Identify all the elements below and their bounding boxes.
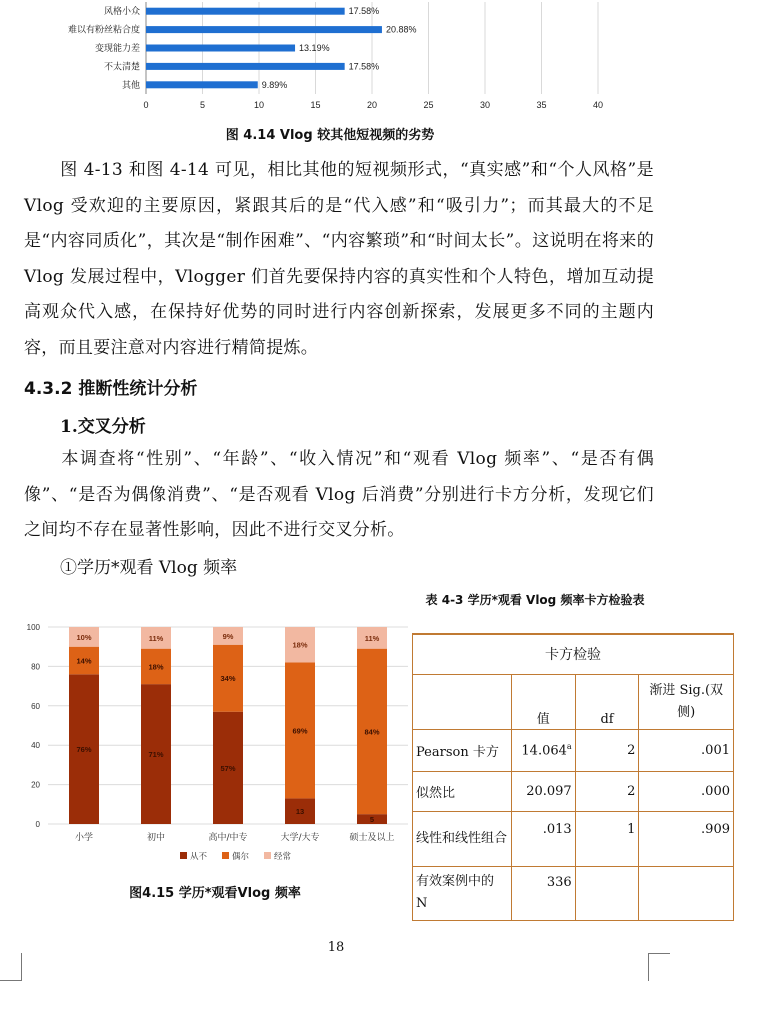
x-tick-label: 25 [423,100,434,110]
bar-value-label: 20.88% [385,24,417,35]
top-chart-caption: 图 4.14 Vlog 较其他短视频的劣势 [225,128,435,143]
y-tick-label: 20 [31,780,40,790]
category-label: 不太清楚 [103,62,140,73]
x-tick-label: 35 [536,100,547,110]
bar [146,45,295,52]
row-value: 14.064$^a$ [511,729,575,771]
data-label: 71% [148,750,164,760]
legend-swatch [180,852,187,859]
data-label: 11% [364,633,380,643]
row-value: .013 [511,811,575,866]
x-tick-label: 大学/大专 [280,833,320,843]
category-label: 变现能力差 [94,44,140,54]
data-label: 9% [222,631,234,641]
legend-swatch [264,852,271,859]
x-tick-label: 10 [253,100,265,110]
x-tick-label: 20 [366,100,378,110]
data-label: 34% [220,674,236,684]
bar [146,8,345,15]
y-tick-label: 0 [35,820,40,829]
chi-square-table [412,633,734,921]
data-label: 10% [76,632,92,642]
data-label: 57% [220,763,236,773]
data-label: 18% [148,662,164,672]
category-label: 风格小众 [103,7,140,18]
table-row [413,729,734,771]
legend-swatch [222,852,229,859]
legend-label: 偶尔 [232,852,250,862]
table-title: 表 4-3 学历*观看 Vlog 频率卡方检验表 [425,593,645,607]
top-bar-chart [0,0,640,118]
table-heading: 卡方检验 [413,634,734,674]
row-label: 线性和线性组合 [413,811,512,866]
data-label: 14% [76,656,92,666]
row-df: 1 [575,811,639,866]
data-label: 11% [148,633,164,643]
row-label: 似然比 [413,771,512,811]
row-label: 有效案例中的 N [413,866,512,920]
corner-mark-left [0,953,22,981]
x-tick-label: 15 [310,100,321,110]
row-value: 336 [511,866,575,920]
data-label: 76% [76,745,92,755]
bar [146,81,258,88]
y-tick-label: 40 [31,741,40,751]
row-df [575,866,639,920]
row-label: Pearson 卡方 [413,729,512,771]
legend-label: 经常 [274,852,292,862]
x-tick-label: 40 [592,100,604,110]
table-row [413,811,734,866]
y-tick-label: 100 [26,623,40,632]
data-label: 84% [364,727,380,737]
x-tick-label: 小学 [74,833,94,843]
stacked-bar-chart [20,617,410,873]
page-number: 18 [327,940,345,955]
row-sig: .909 [639,811,734,866]
category-label: 其他 [121,80,140,91]
legend-label: 从不 [190,852,208,862]
bar-value-label: 13.19% [299,43,330,53]
category-label: 难以有粉丝粘合度 [67,25,140,36]
x-tick-label: 0 [143,100,149,110]
section-heading: 4.3.2 推断性统计分析 [24,379,198,399]
bar-value-label: 17.58% [348,6,380,17]
body-paragraph-1: 图 4-13 和图 4-14 可见，相比其他的短视频形式，“真实感”和“个人风格”是 Vlog 受欢迎的主要原因，紧跟其后的是“代入感”和“吸引力”；而其最大的不足是“内容同质化”，其次是“制作困难”、“内容繁琐”和“时间太长”。这说明在将来的 Vlog 发展过程中，Vlogger 们首先要保持内容的真实性和个人特色，增加互动提高观众代入感，在保持好优势的同时进行内容创新探索，发展更多不同的主题内容，而且要注意对内容进行精简提炼。 [24,160,654,358]
bar [146,63,345,70]
y-tick-label: 80 [31,662,40,672]
x-tick-label: 硕士及以上 [349,833,395,843]
table-header-sig: 渐进 Sig.(双侧) [639,674,734,729]
x-tick-label: 高中/中专 [208,833,248,843]
data-label: 13 [295,807,305,817]
bottom-chart-caption: 图4.15 学历*观看Vlog 频率 [129,886,301,901]
table-header-df: df [575,674,639,729]
table-row [413,771,734,811]
data-label: 18% [292,640,308,650]
bar-value-label: 17.58% [348,61,380,72]
table-header-blank [413,674,512,729]
row-value: 20.097 [511,771,575,811]
x-tick-label: 初中 [146,833,166,843]
row-df: 2 [575,729,639,771]
table-header-value: 值 [511,674,575,729]
bar [146,26,382,33]
y-tick-label: 60 [31,701,40,711]
row-df: 2 [575,771,639,811]
corner-mark-right [648,953,670,981]
x-tick-label: 5 [199,100,206,110]
row-sig [639,866,734,920]
x-tick-label: 30 [479,100,491,110]
footnote-marker: a [566,741,572,751]
data-label: 69% [292,726,308,736]
table-row [413,866,734,920]
row-sig: .000 [639,771,734,811]
subsection-heading: 1.交叉分析 [60,417,146,437]
row-sig: .001 [639,729,734,771]
bar-value-label: 9.89% [261,79,288,90]
body-paragraph-2: 本调查将“性别”、“年龄”、“收入情况”和“观看 Vlog 频率”、“是否有偶像”、“是否为偶像消费”、“是否观看 Vlog 后消费”分别进行卡方分析，发现它们之间均不存在显著性影响，因此不进行交叉分析。 [24,449,654,540]
item-heading: ①学历*观看 Vlog 频率 [60,558,238,578]
data-label: 5 [369,815,375,825]
